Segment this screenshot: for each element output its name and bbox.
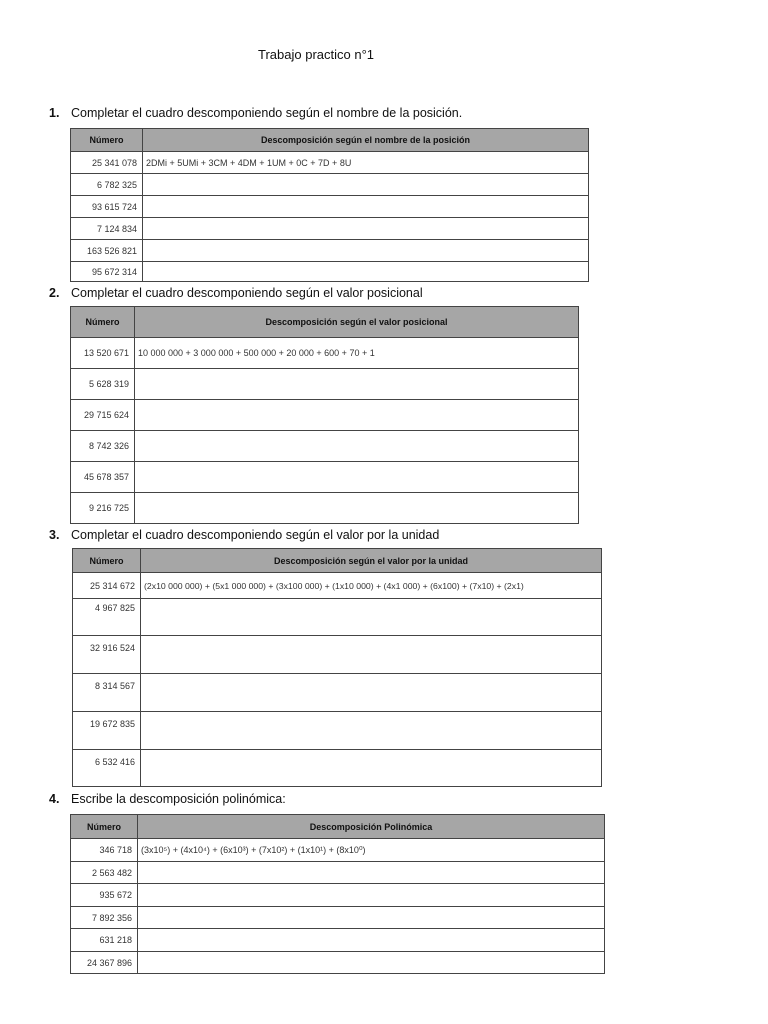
decomposition-cell[interactable]: [141, 636, 602, 674]
decomposition-cell[interactable]: [135, 462, 579, 493]
decomposition-cell[interactable]: (3x10⁵) + (4x10⁴) + (6x10³) + (7x10²) + (1x10¹) + (8x10⁰): [138, 839, 605, 862]
question-number: 1.: [49, 106, 60, 120]
table-row: [71, 218, 589, 240]
header-number: Número: [73, 549, 141, 573]
table-row: [73, 712, 602, 750]
table-row: [71, 431, 579, 462]
header-number: Número: [71, 307, 135, 338]
decomposition-cell[interactable]: [141, 674, 602, 712]
number-cell: 25 341 078: [71, 152, 143, 174]
table-row: [71, 493, 579, 524]
number-cell: 2 563 482: [71, 862, 138, 884]
table-row: [71, 929, 605, 952]
table-row: [71, 462, 579, 493]
decomposition-cell[interactable]: [141, 599, 602, 636]
question-number: 2.: [49, 286, 60, 300]
decomposition-cell[interactable]: [138, 884, 605, 907]
table-row: [73, 750, 602, 787]
question-2: [49, 286, 423, 300]
header-number: Número: [71, 815, 138, 839]
decomposition-cell[interactable]: [143, 262, 589, 282]
decomposition-cell[interactable]: 2DMi + 5UMi + 3CM + 4DM + 1UM + 0C + 7D + 8U: [143, 152, 589, 174]
header-decomposition: Descomposición según el nombre de la posición: [143, 129, 589, 152]
table-row: [71, 862, 605, 884]
table-row: [71, 952, 605, 974]
number-cell: 45 678 357: [71, 462, 135, 493]
table-positional-value: [70, 306, 579, 524]
decomposition-cell[interactable]: [143, 174, 589, 196]
table-row: [71, 907, 605, 929]
number-cell: 8 314 567: [73, 674, 141, 712]
decomposition-cell[interactable]: [138, 862, 605, 884]
number-cell: 346 718: [71, 839, 138, 862]
header-decomposition: Descomposición según el valor por la unidad: [141, 549, 602, 573]
number-cell: 163 526 821: [71, 240, 143, 262]
table-row: [73, 636, 602, 674]
question-instruction: Escribe la descomposición polinómica:: [71, 792, 286, 806]
decomposition-cell[interactable]: [135, 431, 579, 462]
question-1: [49, 106, 462, 120]
decomposition-cell[interactable]: [143, 218, 589, 240]
decomposition-cell[interactable]: [141, 712, 602, 750]
table-polynomial: [70, 814, 605, 974]
table-row: [71, 884, 605, 907]
decomposition-cell[interactable]: [135, 493, 579, 524]
decomposition-cell[interactable]: [135, 400, 579, 431]
number-cell: 25 314 672: [73, 573, 141, 599]
number-cell: 5 628 319: [71, 369, 135, 400]
number-cell: 19 672 835: [73, 712, 141, 750]
table-row: [71, 240, 589, 262]
decomposition-cell[interactable]: [141, 750, 602, 787]
table-value-by-unit: [72, 548, 602, 787]
table-row: [71, 174, 589, 196]
number-cell: 93 615 724: [71, 196, 143, 218]
table-row: [73, 573, 602, 599]
number-cell: 4 967 825: [73, 599, 141, 636]
question-instruction: Completar el cuadro descomponiendo según el valor por la unidad: [71, 528, 440, 542]
number-cell: 7 124 834: [71, 218, 143, 240]
header-decomposition: Descomposición Polinómica: [138, 815, 605, 839]
number-cell: 6 532 416: [73, 750, 141, 787]
table-row: [71, 400, 579, 431]
table-row: [71, 196, 589, 218]
decomposition-cell[interactable]: [135, 369, 579, 400]
number-cell: 29 715 624: [71, 400, 135, 431]
number-cell: 95 672 314: [71, 262, 143, 282]
question-instruction: Completar el cuadro descomponiendo según el valor posicional: [71, 286, 423, 300]
question-instruction: Completar el cuadro descomponiendo según el nombre de la posición.: [71, 106, 463, 120]
table-row: [71, 152, 589, 174]
table-row: [73, 599, 602, 636]
number-cell: 9 216 725: [71, 493, 135, 524]
table-position-name: [70, 128, 589, 282]
decomposition-cell[interactable]: [138, 952, 605, 974]
decomposition-cell[interactable]: [138, 907, 605, 929]
decomposition-cell[interactable]: [143, 240, 589, 262]
question-4: [49, 792, 286, 806]
question-number: 3.: [49, 528, 60, 542]
decomposition-cell[interactable]: (2x10 000 000) + (5x1 000 000) + (3x100 000) + (1x10 000) + (4x1 000) + (6x100) + (7x10) + (2x1): [141, 573, 602, 599]
number-cell: 631 218: [71, 929, 138, 952]
table-row: [71, 839, 605, 862]
decomposition-cell[interactable]: [143, 196, 589, 218]
table-row: [71, 262, 589, 282]
table-row: [73, 674, 602, 712]
number-cell: 32 916 524: [73, 636, 141, 674]
header-number: Número: [71, 129, 143, 152]
decomposition-cell[interactable]: [138, 929, 605, 952]
number-cell: 8 742 326: [71, 431, 135, 462]
number-cell: 24 367 896: [71, 952, 138, 974]
number-cell: 13 520 671: [71, 338, 135, 369]
decomposition-cell[interactable]: 10 000 000 + 3 000 000 + 500 000 + 20 000 + 600 + 70 + 1: [135, 338, 579, 369]
document-title: Trabajo practico n°1: [258, 47, 374, 62]
question-number: 4.: [49, 792, 60, 806]
question-3: [49, 528, 439, 542]
table-row: [71, 338, 579, 369]
header-decomposition: Descomposición según el valor posicional: [135, 307, 579, 338]
number-cell: 935 672: [71, 884, 138, 907]
number-cell: 6 782 325: [71, 174, 143, 196]
number-cell: 7 892 356: [71, 907, 138, 929]
table-row: [71, 369, 579, 400]
